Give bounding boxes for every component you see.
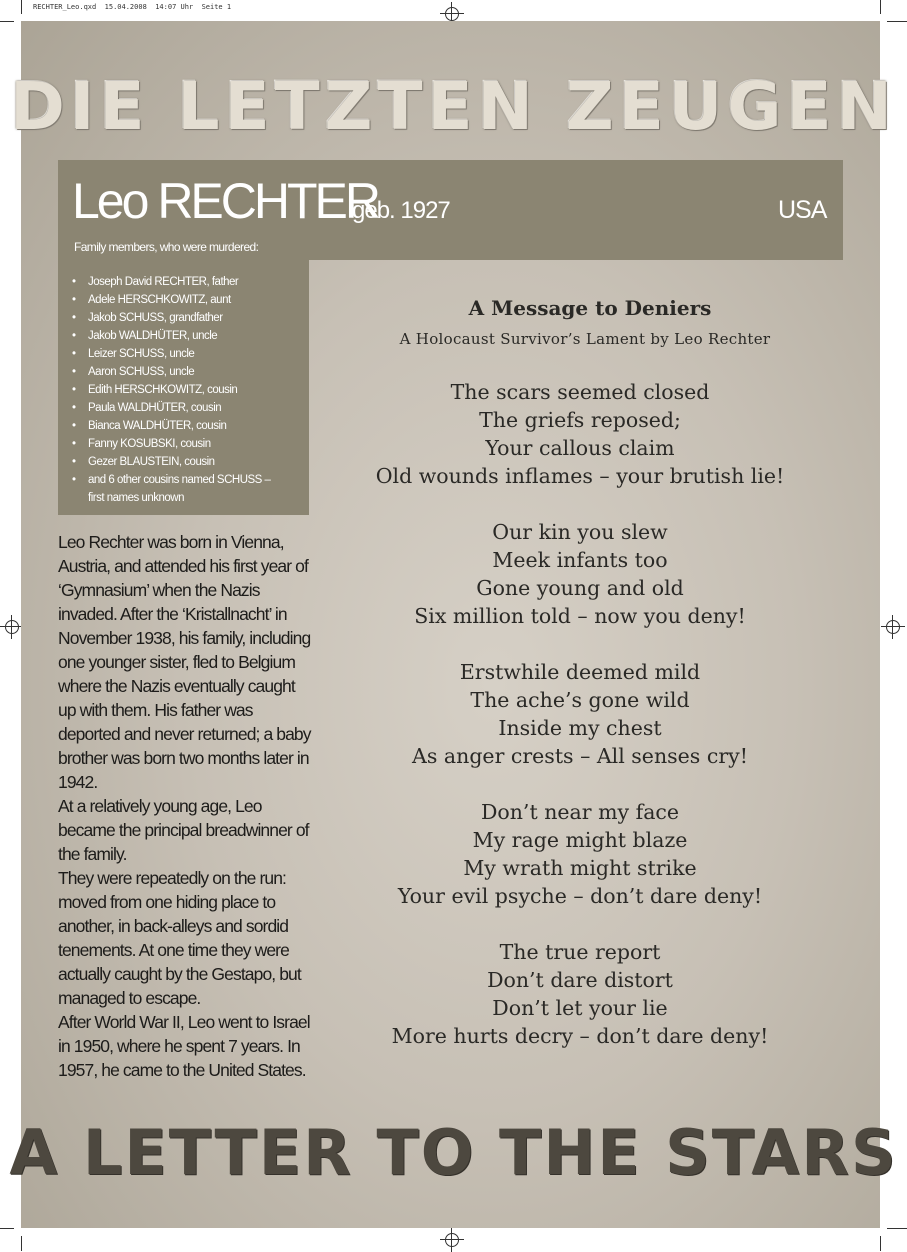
crop-mark (0, 1228, 14, 1229)
bullet-icon: • (72, 474, 76, 486)
crop-mark (21, 0, 22, 14)
bio-paragraph: At a relatively young age, Leo became the principal breadwinner of the family. (58, 796, 309, 864)
poem-line: Six million told – now you deny! (414, 604, 746, 628)
bio-paragraph: They were repeatedly on the run: moved from one hiding place to another, in back-alleys and sordid tenements. At one time they were actually caught by the Gestapo, but managed to escape. (58, 868, 301, 1008)
registration-mark-icon (445, 1233, 459, 1247)
list-item (72, 417, 302, 435)
poem-line: As anger crests – All senses cry! (412, 744, 748, 768)
family-title: Family members, who were murdered: (74, 240, 259, 254)
poem-line: Don’t let your lie (492, 996, 668, 1020)
bio-paragraph: After World War II, Leo went to Israel in 1950, where he spent 7 years. In 1957, he came to the United States. (58, 1012, 310, 1080)
footer-title: A LETTER TO THE STARS (9, 1116, 898, 1189)
list-item-text: Bianca WALDHÜTER, cousin (88, 420, 227, 432)
list-item (72, 345, 302, 363)
biography (58, 530, 316, 1082)
list-item (72, 471, 278, 507)
poem-line: Old wounds inflames – your brutish lie! (375, 464, 785, 488)
list-item-text: Fanny KOSUBSKI, cousin (88, 438, 211, 450)
poem-line: Erstwhile deemed mild (459, 660, 701, 684)
poem-stanza (320, 518, 840, 630)
bullet-icon: • (72, 366, 76, 378)
crop-mark (887, 1228, 907, 1229)
list-item-text: Jakob WALDHÜTER, uncle (88, 330, 218, 342)
poem-line: Don’t dare distort (487, 968, 673, 992)
crop-mark (0, 21, 14, 22)
list-item-text: Adele HERSCHKOWITZ, aunt (88, 294, 231, 306)
list-item (72, 399, 302, 417)
print-slug: RECHTER_Leo.qxd 15.04.2008 14:07 Uhr Seite 1 (33, 3, 232, 11)
country: USA (778, 196, 827, 224)
poem-line: The ache’s gone wild (470, 688, 690, 712)
poem-line: The true report (499, 940, 661, 964)
bullet-icon: • (72, 420, 76, 432)
poem-line: My rage might blaze (472, 828, 688, 852)
bullet-icon: • (72, 438, 76, 450)
list-item (72, 381, 302, 399)
list-item (72, 291, 302, 309)
poem-line: The griefs reposed; (479, 408, 681, 432)
poem-line: Meek infants too (492, 548, 668, 572)
registration-mark-icon (886, 620, 900, 634)
poem-subtitle: A Holocaust Survivor’s Lament by Leo Rechter (399, 330, 771, 348)
list-item (72, 327, 302, 345)
poem (320, 378, 840, 1078)
person-name: Leo RECHTER (72, 173, 378, 229)
bullet-icon: • (72, 312, 76, 324)
list-item-text: and 6 other cousins named SCHUSS – first names unknown (88, 474, 271, 504)
poem-line: Inside my chest (498, 716, 662, 740)
registration-mark-icon (445, 7, 459, 21)
list-item (72, 435, 302, 453)
list-item (72, 453, 302, 471)
list-item-text: Paula WALDHÜTER, cousin (88, 402, 222, 414)
birth-year: geb. 1927 (352, 197, 450, 224)
bullet-icon: • (72, 456, 76, 468)
bio-paragraph: Leo Rechter was born in Vienna, Austria, and attended his first year of ‘Gymnasium’ when the Nazis invaded. After the ‘Kristallnacht’ in November 1938, his family, including one younger sister, fled to Belgium where the Nazis eventually caught up with them. His father was deported and never returned; a baby brother was born two months later in 1942. (58, 532, 311, 792)
list-item-text: Gezer BLAUSTEIN, cousin (88, 456, 215, 468)
bullet-icon: • (72, 348, 76, 360)
list-item (72, 363, 302, 381)
bullet-icon: • (72, 384, 76, 396)
bullet-icon: • (72, 294, 76, 306)
poem-stanza (320, 798, 840, 910)
list-item-text: Aaron SCHUSS, uncle (88, 366, 195, 378)
poem-line: My wrath might strike (463, 856, 697, 880)
crop-mark (887, 21, 907, 22)
crop-mark (880, 1236, 881, 1251)
list-item (72, 309, 302, 327)
crop-mark (880, 0, 881, 14)
list-item-text: Joseph David RECHTER, father (88, 276, 239, 288)
poem-line: Don’t near my face (480, 800, 680, 824)
crop-mark (21, 1236, 22, 1251)
poem-title: A Message to Deniers (468, 296, 712, 320)
family-list (72, 273, 302, 507)
poem-line: More hurts decry – don’t dare deny! (391, 1024, 769, 1048)
poem-line: Gone young and old (476, 576, 684, 600)
bullet-icon: • (72, 276, 76, 288)
list-item-text: Jakob SCHUSS, grandfather (88, 312, 223, 324)
list-item (72, 273, 302, 291)
bullet-icon: • (72, 330, 76, 342)
poem-stanza (320, 938, 840, 1050)
poem-line: The scars seemed closed (450, 380, 710, 404)
page-title: DIE LETZTEN ZEUGEN (10, 68, 897, 145)
poem-stanza (320, 658, 840, 770)
poem-stanza (320, 378, 840, 490)
registration-mark-icon (5, 620, 19, 634)
poem-line: Our kin you slew (492, 520, 668, 544)
poem-line: Your evil psyche – don’t dare deny! (397, 884, 763, 908)
poem-line: Your callous claim (485, 436, 675, 460)
list-item-text: Leizer SCHUSS, uncle (88, 348, 195, 360)
list-item-text: Edith HERSCHKOWITZ, cousin (88, 384, 238, 396)
bullet-icon: • (72, 402, 76, 414)
